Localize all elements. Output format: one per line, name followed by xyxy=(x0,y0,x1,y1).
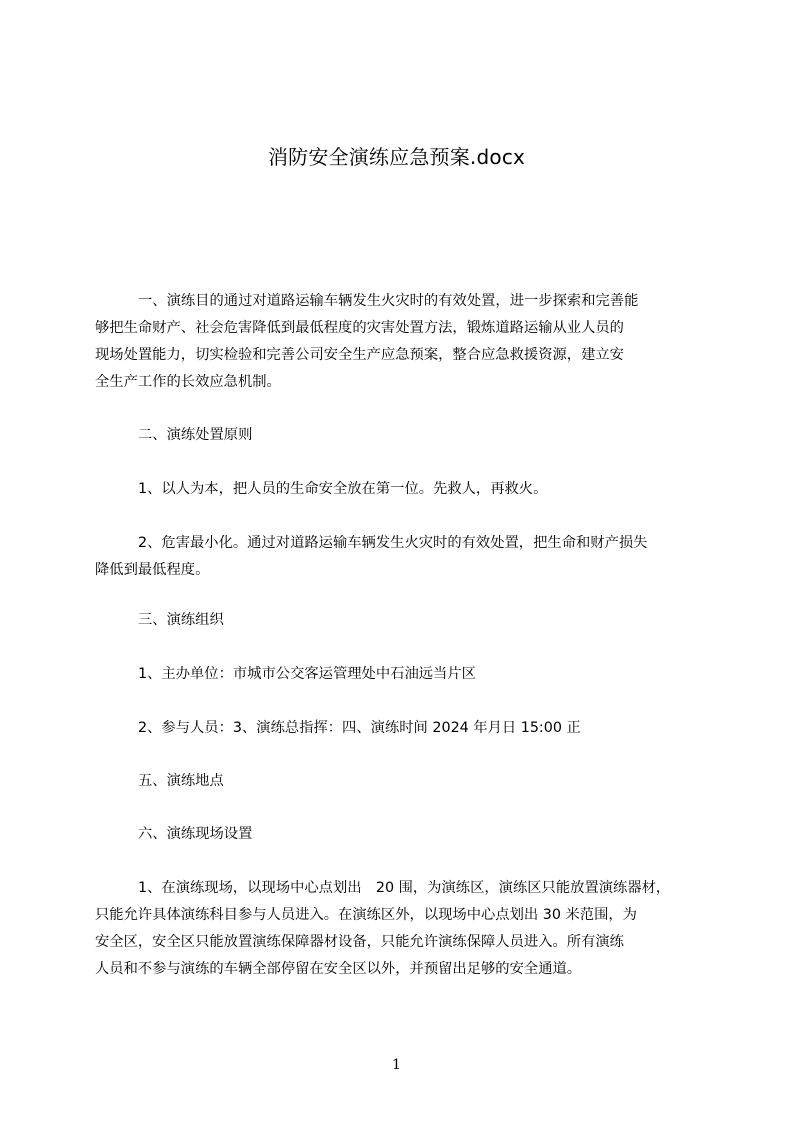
section-heading-organization: 三、演练组织 xyxy=(138,612,224,628)
section-heading-principles: 二、演练处置原则 xyxy=(138,427,253,443)
site-setup-paragraph-line-2: 只能允许具体演练科目参与人员进入。在演练区外，以现场中心点划出 30 米范围，为 xyxy=(95,907,637,923)
principle-item-1: 1、以人为本，把人员的生命安全放在第一位。先救人，再救火。 xyxy=(138,481,548,497)
organization-item-2: 2、参与人员：3、演练总指挥：四、演练时间 2024 年月日 15:00 正 xyxy=(138,720,581,736)
principle-item-2-line-1: 2、危害最小化。通过对道路运输车辆发生火灾时的有效处置，把生命和财产损失 xyxy=(138,535,648,551)
paragraph-1-line-4: 全生产工作的长效应急机制。 xyxy=(95,374,281,390)
site-setup-paragraph-line-1: 1、在演练现场，以现场中心点划出 20 围，为演练区，演练区只能放置演练器材， xyxy=(138,880,671,896)
paragraph-1-line-3: 现场处置能力，切实检验和完善公司安全生产应急预案，整合应急救援资源，建立安 xyxy=(95,347,624,363)
section-heading-site-setup: 六、演练现场设置 xyxy=(138,826,253,842)
document-title: 消防安全演练应急预案.docx xyxy=(267,145,526,169)
site-setup-paragraph-line-4: 人员和不参与演练的车辆全部停留在安全区以外，并预留出足够的安全通道。 xyxy=(95,961,582,977)
principle-item-2-line-2: 降低到最低程度。 xyxy=(95,562,210,578)
organization-item-1: 1、主办单位：市城市公交客运管理处中石油远当片区 xyxy=(138,666,476,682)
paragraph-1-line-1: 一、演练目的通过对道路运输车辆发生火灾时的有效处置，进一步探索和完善能 xyxy=(138,293,639,309)
site-setup-paragraph-line-3: 安全区，安全区只能放置演练保障器材设备，只能允许演练保障人员进入。所有演练 xyxy=(95,934,624,950)
section-heading-location: 五、演练地点 xyxy=(138,773,224,789)
page-number: 1 xyxy=(392,1057,401,1073)
paragraph-1-line-2: 够把生命财产、社会危害降低到最低程度的灾害处置方法，锻炼道路运输从业人员的 xyxy=(95,320,624,336)
